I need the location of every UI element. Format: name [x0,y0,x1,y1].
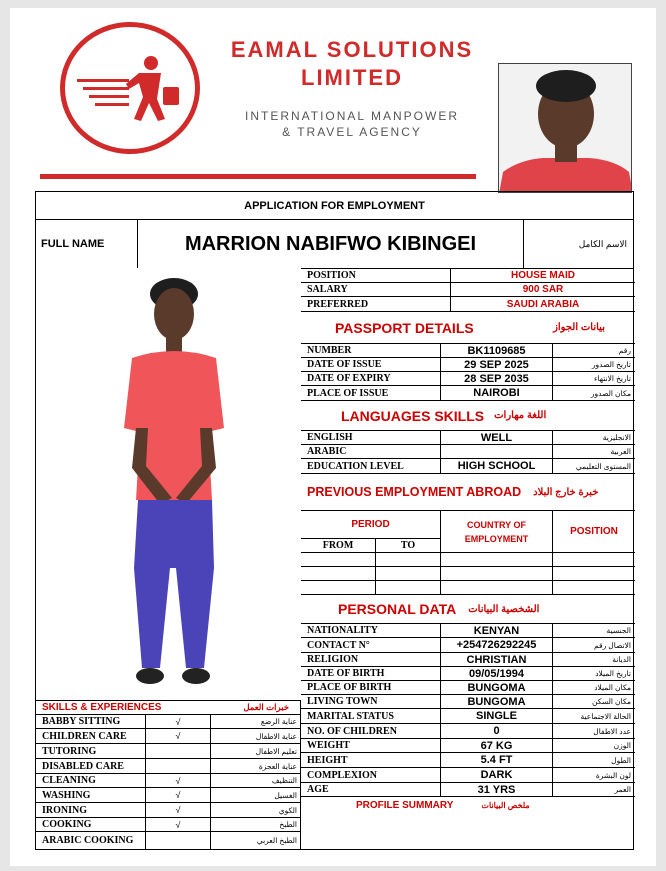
application-form-page [10,8,656,866]
living-town-ar: مكان السكن [553,695,635,709]
complexion-value: DARK [441,768,553,783]
passport-number-value: BK1109685 [441,344,553,358]
full-name-label: FULL NAME [36,220,138,268]
date-of-expiry-ar: تاريخ الانتهاء [553,372,635,386]
skill-children-care-label: CHILDREN CARE [36,729,146,744]
full-name-label-ar: الاسم الكامل [578,238,627,249]
skill-babby-sitting-label: BABBY SITTING [36,715,146,729]
date-of-expiry-value: 28 SEP 2035 [441,372,553,386]
skill-cooking-label: COOKING [36,818,146,832]
languages-section-header [301,401,635,431]
employment-row-2-country [441,567,553,581]
skill-cleaning-check: √ [146,774,211,788]
arabic-value [441,445,553,459]
full-name-value: MARRION NABIFWO KIBINGEI [138,220,524,268]
religion-ar: الديانة [553,653,635,667]
passport-number-ar: رقم [553,344,635,358]
place-of-issue-ar: مكان الصدور [553,386,635,401]
passport-number-label: NUMBER [301,344,441,358]
nationality-ar: الجنسية [553,624,635,638]
place-of-issue-value: NAIROBI [441,386,553,401]
employment-section-header [301,474,635,511]
date-of-issue-ar: تاريخ الصدور [553,358,635,372]
marital-status-ar: الحالة الاجتماعية [553,709,635,724]
employment-row-3-from [301,581,376,595]
from-label: FROM [301,538,376,553]
contact-ar: الاتصال رقم [553,638,635,653]
skills-title: SKILLS & EXPERIENCES [42,702,162,713]
company-tagline: INTERNATIONAL MANPOWER & TRAVEL AGENCY [244,109,459,139]
languages-title: LANGUAGES SKILLS [341,407,485,424]
date-of-issue-label: DATE OF ISSUE [301,358,441,372]
age-value: 31 YRS [441,783,553,797]
date-of-birth-label: DATE OF BIRTH [301,667,441,681]
skill-babby-sitting-ar: عناية الرضع [211,715,301,729]
education-level-ar: المستوى التعليمي [553,459,635,474]
form-title-box [35,191,634,220]
skill-ironing-check: √ [146,803,211,818]
skill-children-care-ar: عناية الاطفال [211,729,301,744]
weight-label: WEIGHT [301,739,441,753]
skills-header [36,700,301,715]
profile-summary-ar: ملخص البيانات [481,800,530,810]
employment-row-1-position [553,553,635,567]
marital-status-value: SINGLE [441,709,553,724]
complexion-label: COMPLEXION [301,768,441,783]
age-label: AGE [301,783,441,797]
employment-position-label: POSITION [570,526,618,537]
position-label: POSITION [301,268,451,283]
passport-title: PASSPORT DETAILS [335,319,474,336]
date-of-birth-ar: تاريخ الميلاد [553,667,635,681]
full-name-row [35,219,634,269]
employment-row-2-from [301,567,376,581]
place-of-birth-ar: مكان الميلاد [553,681,635,695]
personal-title-ar: الشخصية البيانات [468,603,540,615]
weight-value: 67 KG [441,739,553,753]
place-of-birth-label: PLACE OF BIRTH [301,681,441,695]
country-of-employment-header [441,511,553,553]
company-name: EAMAL SOLUTIONS LIMITED [230,37,474,90]
english-value: WELL [441,431,553,445]
employment-row-2-position [553,567,635,581]
employment-row-3-position [553,581,635,595]
skills-table [36,700,301,850]
skill-arabic-cooking-ar: الطبخ العربي [256,836,297,845]
height-value: 5.4 FT [441,753,553,768]
arabic-label: ARABIC [301,445,441,459]
languages-title-ar: اللغة مهارات [494,410,547,421]
skill-tutoring-label: TUTORING [36,744,146,759]
passport-photo [498,63,632,193]
employment-row-1-to [376,553,441,567]
employment-row-2-to [376,567,441,581]
employment-row-3-to [376,581,441,595]
education-level-label: EDUCATION LEVEL [301,459,441,474]
weight-ar: الوزن [553,739,635,753]
skill-disabled-care-check [146,759,211,774]
skill-cleaning-label: CLEANING [36,774,146,788]
english-ar: الانجليزية [553,431,635,445]
place-of-issue-label: PLACE OF ISSUE [301,386,441,401]
skills-title-ar: خبرات العمل [243,702,289,712]
employment-row-3-country [441,581,553,595]
employment-position-header [553,511,635,553]
skill-cleaning-ar: التنظيف [211,774,301,788]
personal-title: PERSONAL DATA [338,601,457,617]
skill-ironing-label: IRONING [36,803,146,818]
nationality-value: KENYAN [441,624,553,638]
position-value: HOUSE MAID [451,268,635,283]
place-of-birth-value: BUNGOMA [441,681,553,695]
children-label: NO. OF CHILDREN [301,724,441,739]
employment-title-ar: خبرة خارج البلاد [533,486,599,498]
skill-disabled-care-ar: عناية العجزة [211,759,301,774]
marital-status-label: MARITAL STATUS [301,709,441,724]
height-ar: الطول [553,753,635,768]
english-label: ENGLISH [301,431,441,445]
skill-washing-ar: الغسيل [211,788,301,803]
header-divider [40,174,476,179]
personal-section-header [301,595,635,624]
country-of-employment-label: COUNTRY OF EMPLOYMENT [464,519,529,544]
date-of-issue-value: 29 SEP 2025 [441,358,553,372]
to-label: TO [376,538,441,553]
living-town-label: LIVING TOWN [301,695,441,709]
skill-babby-sitting-check: √ [146,715,211,729]
contact-label: CONTACT N° [301,638,441,653]
date-of-birth-value: 09/05/1994 [441,667,553,681]
passport-title-ar: بيانات الجواز [553,322,605,333]
education-level-value: HIGH SCHOOL [441,459,553,474]
details-column [301,268,635,850]
profile-summary-label: PROFILE SUMMARY [356,799,454,811]
contact-value: +254726292245 [441,638,553,653]
age-ar: العمر [553,783,635,797]
skill-tutoring-ar: تعليم الاطفال [211,744,301,759]
religion-label: RELIGION [301,653,441,667]
form-body [35,268,634,850]
skill-cooking-check: √ [146,818,211,832]
nationality-label: NATIONALITY [301,624,441,638]
delivery-man-icon [65,27,195,149]
profile-summary-header [301,797,635,813]
date-of-expiry-label: DATE OF EXPIRY [301,372,441,386]
skill-arabic-cooking-check [146,832,211,849]
arabic-ar: العربية [553,445,635,459]
period-header [301,511,441,538]
full-body-photo [36,268,301,700]
skill-arabic-cooking-label: ARABIC COOKING [36,832,146,849]
company-logo [60,22,200,154]
skill-cooking-ar: الطبخ [211,818,301,832]
passport-section-header [301,312,635,344]
living-town-value: BUNGOMA [441,695,553,709]
employment-title: PREVIOUS EMPLOYMENT ABROAD [307,485,522,499]
skill-washing-label: WASHING [36,788,146,803]
preferred-value: SAUDI ARABIA [451,297,635,312]
form-title: APPLICATION FOR EMPLOYMENT [244,199,425,212]
complexion-ar: لون البشرة [553,768,635,783]
period-label: PERIOD [351,519,390,530]
skill-washing-check: √ [146,788,211,803]
employment-row-1-country [441,553,553,567]
skill-tutoring-check [146,744,211,759]
employment-row-1-from [301,553,376,567]
salary-value: 900 SAR [451,283,635,297]
children-value: 0 [441,724,553,739]
skill-children-care-check: √ [146,729,211,744]
preferred-label: PREFERRED [301,297,451,312]
skill-ironing-ar: الكوي [211,803,301,818]
religion-value: CHRISTIAN [441,653,553,667]
children-ar: عدد الاطفال [553,724,635,739]
height-label: HEIGHT [301,753,441,768]
skill-disabled-care-label: DISABLED CARE [36,759,146,774]
salary-label: SALARY [301,283,451,297]
